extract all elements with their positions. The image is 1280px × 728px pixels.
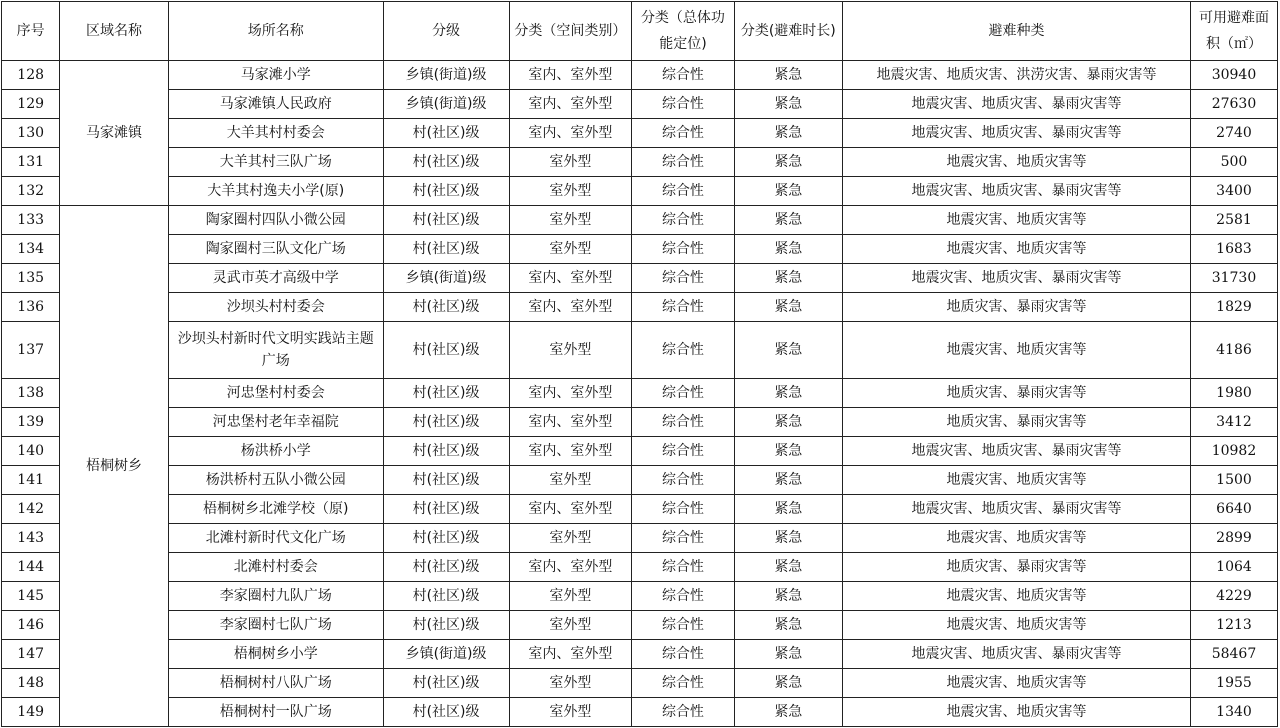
cell-no: 143 (2, 524, 60, 553)
cell-function: 综合性 (632, 61, 734, 90)
cell-level: 乡镇(街道)级 (383, 640, 509, 669)
cell-duration: 紧急 (734, 611, 842, 640)
cell-area: 31730 (1190, 264, 1277, 293)
cell-function: 综合性 (632, 206, 734, 235)
cell-space: 室外型 (509, 698, 632, 727)
cell-site: 北滩村村委会 (168, 553, 383, 582)
cell-area: 2740 (1190, 119, 1277, 148)
cell-no: 147 (2, 640, 60, 669)
cell-area: 1340 (1190, 698, 1277, 727)
cell-disaster: 地震灾害、地质灾害、暴雨灾害等 (843, 640, 1191, 669)
cell-function: 综合性 (632, 177, 734, 206)
cell-no: 129 (2, 90, 60, 119)
cell-space: 室内、室外型 (509, 495, 632, 524)
header-area: 可用避难面积（㎡） (1190, 2, 1277, 61)
table-row (2, 553, 1278, 582)
cell-no: 140 (2, 437, 60, 466)
table-row (2, 148, 1278, 177)
table-row (2, 119, 1278, 148)
cell-duration: 紧急 (734, 177, 842, 206)
cell-function: 综合性 (632, 640, 734, 669)
cell-duration: 紧急 (734, 640, 842, 669)
cell-disaster: 地震灾害、地质灾害等 (843, 582, 1191, 611)
cell-duration: 紧急 (734, 148, 842, 177)
cell-duration: 紧急 (734, 264, 842, 293)
table-row (2, 466, 1278, 495)
cell-disaster: 地质灾害、暴雨灾害等 (843, 293, 1191, 322)
cell-duration: 紧急 (734, 669, 842, 698)
table-row (2, 322, 1278, 379)
cell-function: 综合性 (632, 553, 734, 582)
cell-space: 室外型 (509, 177, 632, 206)
cell-disaster: 地震灾害、地质灾害、暴雨灾害等 (843, 177, 1191, 206)
cell-space: 室外型 (509, 235, 632, 264)
cell-space: 室内、室外型 (509, 379, 632, 408)
table-row (2, 90, 1278, 119)
cell-area: 500 (1190, 148, 1277, 177)
cell-disaster: 地震灾害、地质灾害、暴雨灾害等 (843, 90, 1191, 119)
table-row (2, 206, 1278, 235)
table-row (2, 611, 1278, 640)
cell-duration: 紧急 (734, 61, 842, 90)
cell-site: 梧桐树村八队广场 (168, 669, 383, 698)
cell-duration: 紧急 (734, 119, 842, 148)
cell-space: 室外型 (509, 148, 632, 177)
cell-level: 乡镇(街道)级 (383, 264, 509, 293)
cell-disaster: 地震灾害、地质灾害、暴雨灾害等 (843, 495, 1191, 524)
cell-duration: 紧急 (734, 524, 842, 553)
cell-function: 综合性 (632, 698, 734, 727)
cell-level: 村(社区)级 (383, 466, 509, 495)
cell-no: 132 (2, 177, 60, 206)
cell-no: 141 (2, 466, 60, 495)
cell-site: 灵武市英才高级中学 (168, 264, 383, 293)
table-row (2, 698, 1278, 727)
table-row (2, 177, 1278, 206)
cell-site: 大羊其村逸夫小学(原) (168, 177, 383, 206)
header-function: 分类（总体功能定位) (632, 2, 734, 61)
table-row (2, 235, 1278, 264)
cell-level: 村(社区)级 (383, 235, 509, 264)
cell-area: 4229 (1190, 582, 1277, 611)
cell-site: 北滩村新时代文化广场 (168, 524, 383, 553)
cell-function: 综合性 (632, 379, 734, 408)
cell-area: 1500 (1190, 466, 1277, 495)
cell-space: 室外型 (509, 206, 632, 235)
cell-site: 沙坝头村新时代文明实践站主题广场 (168, 322, 383, 379)
cell-disaster: 地震灾害、地质灾害、暴雨灾害等 (843, 264, 1191, 293)
table-row (2, 669, 1278, 698)
cell-site: 河忠堡村老年幸福院 (168, 408, 383, 437)
cell-area: 6640 (1190, 495, 1277, 524)
cell-space: 室内、室外型 (509, 408, 632, 437)
cell-site: 沙坝头村村委会 (168, 293, 383, 322)
cell-disaster: 地震灾害、地质灾害等 (843, 524, 1191, 553)
cell-no: 128 (2, 61, 60, 90)
table-row (2, 379, 1278, 408)
cell-level: 村(社区)级 (383, 119, 509, 148)
cell-no: 148 (2, 669, 60, 698)
cell-area: 1955 (1190, 669, 1277, 698)
cell-no: 145 (2, 582, 60, 611)
cell-area: 1683 (1190, 235, 1277, 264)
header-region: 区域名称 (60, 2, 168, 61)
cell-space: 室内、室外型 (509, 264, 632, 293)
cell-disaster: 地质灾害、暴雨灾害等 (843, 553, 1191, 582)
cell-function: 综合性 (632, 437, 734, 466)
cell-space: 室外型 (509, 611, 632, 640)
cell-site: 马家滩小学 (168, 61, 383, 90)
cell-level: 村(社区)级 (383, 408, 509, 437)
cell-level: 村(社区)级 (383, 698, 509, 727)
header-no: 序号 (2, 2, 60, 61)
cell-level: 村(社区)级 (383, 437, 509, 466)
cell-function: 综合性 (632, 264, 734, 293)
header-level: 分级 (383, 2, 509, 61)
cell-area: 58467 (1190, 640, 1277, 669)
cell-duration: 紧急 (734, 235, 842, 264)
cell-function: 综合性 (632, 582, 734, 611)
table-row (2, 61, 1278, 90)
cell-disaster: 地震灾害、地质灾害等 (843, 235, 1191, 264)
cell-function: 综合性 (632, 611, 734, 640)
cell-duration: 紧急 (734, 379, 842, 408)
cell-level: 村(社区)级 (383, 177, 509, 206)
cell-no: 134 (2, 235, 60, 264)
cell-area: 1829 (1190, 293, 1277, 322)
cell-site: 杨洪桥小学 (168, 437, 383, 466)
cell-function: 综合性 (632, 235, 734, 264)
cell-disaster: 地震灾害、地质灾害等 (843, 148, 1191, 177)
cell-space: 室内、室外型 (509, 90, 632, 119)
cell-site: 大羊其村村委会 (168, 119, 383, 148)
cell-disaster: 地震灾害、地质灾害等 (843, 466, 1191, 495)
cell-region: 马家滩镇 (60, 61, 168, 206)
cell-no: 131 (2, 148, 60, 177)
cell-level: 村(社区)级 (383, 582, 509, 611)
cell-no: 142 (2, 495, 60, 524)
cell-no: 130 (2, 119, 60, 148)
cell-function: 综合性 (632, 293, 734, 322)
cell-duration: 紧急 (734, 437, 842, 466)
cell-site: 马家滩镇人民政府 (168, 90, 383, 119)
cell-space: 室内、室外型 (509, 61, 632, 90)
cell-level: 村(社区)级 (383, 553, 509, 582)
cell-area: 1213 (1190, 611, 1277, 640)
cell-disaster: 地震灾害、地质灾害等 (843, 206, 1191, 235)
cell-function: 综合性 (632, 408, 734, 437)
cell-function: 综合性 (632, 119, 734, 148)
cell-function: 综合性 (632, 466, 734, 495)
table-row (2, 293, 1278, 322)
cell-site: 陶家圈村三队文化广场 (168, 235, 383, 264)
cell-duration: 紧急 (734, 553, 842, 582)
table-row (2, 495, 1278, 524)
cell-site: 河忠堡村村委会 (168, 379, 383, 408)
shelter-table (1, 1, 1278, 727)
cell-duration: 紧急 (734, 698, 842, 727)
header-space: 分类（空间类别） (509, 2, 632, 61)
cell-space: 室内、室外型 (509, 293, 632, 322)
cell-function: 综合性 (632, 148, 734, 177)
cell-disaster: 地震灾害、地质灾害等 (843, 669, 1191, 698)
cell-duration: 紧急 (734, 408, 842, 437)
header-row (2, 2, 1278, 61)
table-row (2, 640, 1278, 669)
header-site: 场所名称 (168, 2, 383, 61)
cell-disaster: 地震灾害、地质灾害、洪涝灾害、暴雨灾害等 (843, 61, 1191, 90)
cell-duration: 紧急 (734, 495, 842, 524)
cell-area: 10982 (1190, 437, 1277, 466)
cell-area: 1980 (1190, 379, 1277, 408)
cell-no: 146 (2, 611, 60, 640)
cell-space: 室外型 (509, 582, 632, 611)
table-row (2, 437, 1278, 466)
cell-level: 村(社区)级 (383, 611, 509, 640)
cell-site: 梧桐树乡小学 (168, 640, 383, 669)
cell-area: 3412 (1190, 408, 1277, 437)
cell-space: 室外型 (509, 524, 632, 553)
cell-no: 136 (2, 293, 60, 322)
cell-site: 杨洪桥村五队小微公园 (168, 466, 383, 495)
cell-disaster: 地质灾害、暴雨灾害等 (843, 379, 1191, 408)
cell-function: 综合性 (632, 669, 734, 698)
cell-disaster: 地震灾害、地质灾害等 (843, 611, 1191, 640)
cell-level: 乡镇(街道)级 (383, 61, 509, 90)
cell-site: 李家圈村九队广场 (168, 582, 383, 611)
cell-area: 4186 (1190, 322, 1277, 379)
cell-area: 27630 (1190, 90, 1277, 119)
cell-space: 室内、室外型 (509, 119, 632, 148)
cell-function: 综合性 (632, 322, 734, 379)
cell-function: 综合性 (632, 524, 734, 553)
cell-no: 137 (2, 322, 60, 379)
cell-area: 2581 (1190, 206, 1277, 235)
cell-duration: 紧急 (734, 466, 842, 495)
cell-space: 室外型 (509, 669, 632, 698)
cell-level: 村(社区)级 (383, 148, 509, 177)
cell-space: 室外型 (509, 322, 632, 379)
cell-no: 133 (2, 206, 60, 235)
cell-level: 村(社区)级 (383, 206, 509, 235)
cell-level: 村(社区)级 (383, 379, 509, 408)
cell-duration: 紧急 (734, 582, 842, 611)
header-disaster: 避难种类 (843, 2, 1191, 61)
cell-no: 135 (2, 264, 60, 293)
cell-space: 室内、室外型 (509, 437, 632, 466)
cell-level: 村(社区)级 (383, 322, 509, 379)
cell-site: 李家圈村七队广场 (168, 611, 383, 640)
cell-site: 梧桐树村一队广场 (168, 698, 383, 727)
cell-area: 1064 (1190, 553, 1277, 582)
table-row (2, 582, 1278, 611)
cell-level: 村(社区)级 (383, 495, 509, 524)
cell-area: 3400 (1190, 177, 1277, 206)
cell-space: 室内、室外型 (509, 640, 632, 669)
table-row (2, 408, 1278, 437)
cell-no: 138 (2, 379, 60, 408)
cell-function: 综合性 (632, 495, 734, 524)
cell-duration: 紧急 (734, 322, 842, 379)
cell-site: 大羊其村三队广场 (168, 148, 383, 177)
cell-no: 149 (2, 698, 60, 727)
table-body (2, 61, 1278, 727)
cell-disaster: 地震灾害、地质灾害等 (843, 322, 1191, 379)
cell-region: 梧桐树乡 (60, 206, 168, 727)
cell-level: 村(社区)级 (383, 293, 509, 322)
cell-duration: 紧急 (734, 90, 842, 119)
cell-function: 综合性 (632, 90, 734, 119)
cell-disaster: 地震灾害、地质灾害等 (843, 698, 1191, 727)
cell-disaster: 地震灾害、地质灾害、暴雨灾害等 (843, 119, 1191, 148)
cell-area: 30940 (1190, 61, 1277, 90)
table-row (2, 264, 1278, 293)
cell-disaster: 地质灾害、暴雨灾害等 (843, 408, 1191, 437)
cell-level: 乡镇(街道)级 (383, 90, 509, 119)
cell-no: 144 (2, 553, 60, 582)
cell-no: 139 (2, 408, 60, 437)
cell-level: 村(社区)级 (383, 524, 509, 553)
cell-space: 室内、室外型 (509, 553, 632, 582)
cell-level: 村(社区)级 (383, 669, 509, 698)
cell-disaster: 地震灾害、地质灾害、暴雨灾害等 (843, 437, 1191, 466)
cell-space: 室外型 (509, 466, 632, 495)
cell-duration: 紧急 (734, 293, 842, 322)
cell-area: 2899 (1190, 524, 1277, 553)
cell-duration: 紧急 (734, 206, 842, 235)
cell-site: 陶家圈村四队小微公园 (168, 206, 383, 235)
header-duration: 分类(避难时长) (734, 2, 842, 61)
cell-site: 梧桐树乡北滩学校（原) (168, 495, 383, 524)
table-row (2, 524, 1278, 553)
